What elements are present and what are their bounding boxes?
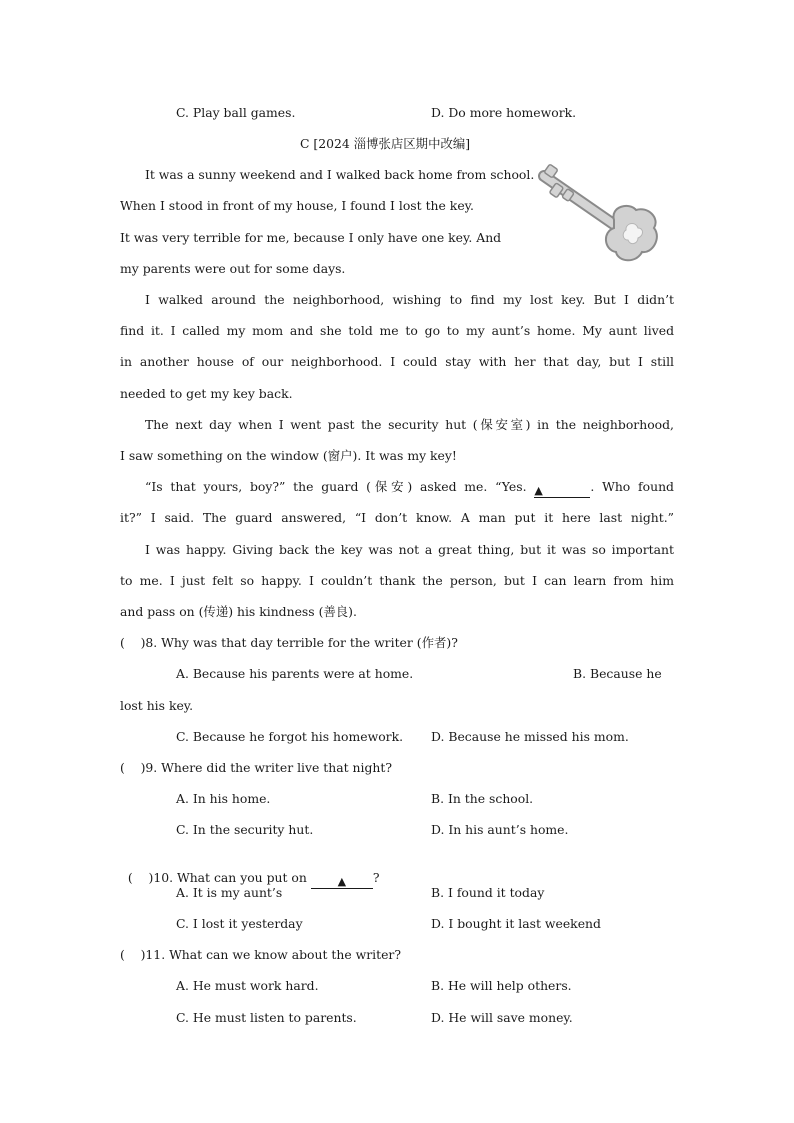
q10-blank (311, 874, 373, 889)
p2-line-4: needed to get my key back. (120, 386, 293, 401)
q9-option-d: D. In his aunt’s home. (431, 822, 569, 837)
p5-line-2: to me. I just felt so happy. I couldn’t thank the person, but I can learn from him (120, 573, 674, 588)
section-title: C [2024 淄博张店区期中改编] (300, 136, 471, 151)
p2-line-1: I walked around the neighborhood, wishing to find my lost key. But I didn’t (145, 292, 674, 307)
q11-stem: ( )11. What can we know about the writer? (120, 947, 401, 962)
key-icon (544, 164, 657, 260)
p3-line-2: I saw something on the window (窗户). It was my key! (120, 448, 457, 463)
q10-option-a: A. It is my aunt’s (176, 885, 283, 900)
q9-option-c: C. In the security hut. (176, 822, 314, 837)
p2-line-2: find it. I called my mom and she told me to go to my aunt’s home. My aunt lived (120, 323, 674, 338)
answer-blank[interactable] (534, 483, 590, 498)
p4-line-2: it?” I said. The guard answered, “I don’t know. A man put it here last night.” (120, 510, 674, 525)
triangle-icon: ▲ (337, 875, 347, 888)
p1-line-1: It was a sunny weekend and I walked back home from school. (145, 167, 535, 182)
prev-option-c: C. Play ball games. (176, 105, 296, 120)
p1-line-4: my parents were out for some days. (120, 261, 346, 276)
q10-option-c: C. I lost it yesterday (176, 916, 303, 931)
q9-option-b: B. In the school. (431, 791, 534, 806)
q11-option-b: B. He will help others. (431, 978, 572, 993)
p5-line-3: and pass on (传递) his kindness (善良). (120, 604, 357, 619)
p4-text-after: . Who found (590, 479, 674, 494)
q8-option-a: A. Because his parents were at home. (176, 666, 414, 681)
p1-line-3: It was very terrible for me, because I only have one key. And (120, 230, 502, 245)
q8-option-b-cont: lost his key. (120, 698, 194, 713)
q10-option-b: B. I found it today (431, 885, 545, 900)
q8-option-b: B. Because he (573, 666, 662, 681)
q8-stem: ( )8. Why was that day terrible for the writer (作者)? (120, 635, 458, 650)
q9-stem: ( )9. Where did the writer live that night? (120, 760, 393, 775)
q11-option-a: A. He must work hard. (176, 978, 319, 993)
q10-stem (120, 854, 379, 889)
p4-text-before: “Is that yours, boy?” the guard (保安) asked me. “Yes. (145, 479, 535, 494)
p4-line-1 (145, 479, 674, 498)
triangle-icon: ▲ (534, 484, 543, 497)
q8-option-c: C. Because he forgot his homework. (176, 729, 404, 744)
q10-stem-text: ( )10. What can you put on (127, 870, 311, 885)
key-illustration (532, 162, 664, 270)
q10-option-d: D. I bought it last weekend (431, 916, 601, 931)
p1-line-2: When I stood in front of my house, I found I lost the key. (120, 198, 474, 213)
q11-option-c: C. He must listen to parents. (176, 1010, 357, 1025)
p5-line-1: I was happy. Giving back the key was not a great thing, but it was so important (145, 542, 674, 557)
q11-option-d: D. He will save money. (431, 1010, 573, 1025)
prev-option-d: D. Do more homework. (431, 105, 577, 120)
q8-option-d: D. Because he missed his mom. (431, 729, 629, 744)
p3-line-1: The next day when I went past the security hut (保安室) in the neighborhood, (145, 417, 674, 432)
q10-stem-end: ? (372, 870, 380, 885)
q9-option-a: A. In his home. (176, 791, 271, 806)
p2-line-3: in another house of our neighborhood. I could stay with her that day, but I still (120, 354, 674, 369)
